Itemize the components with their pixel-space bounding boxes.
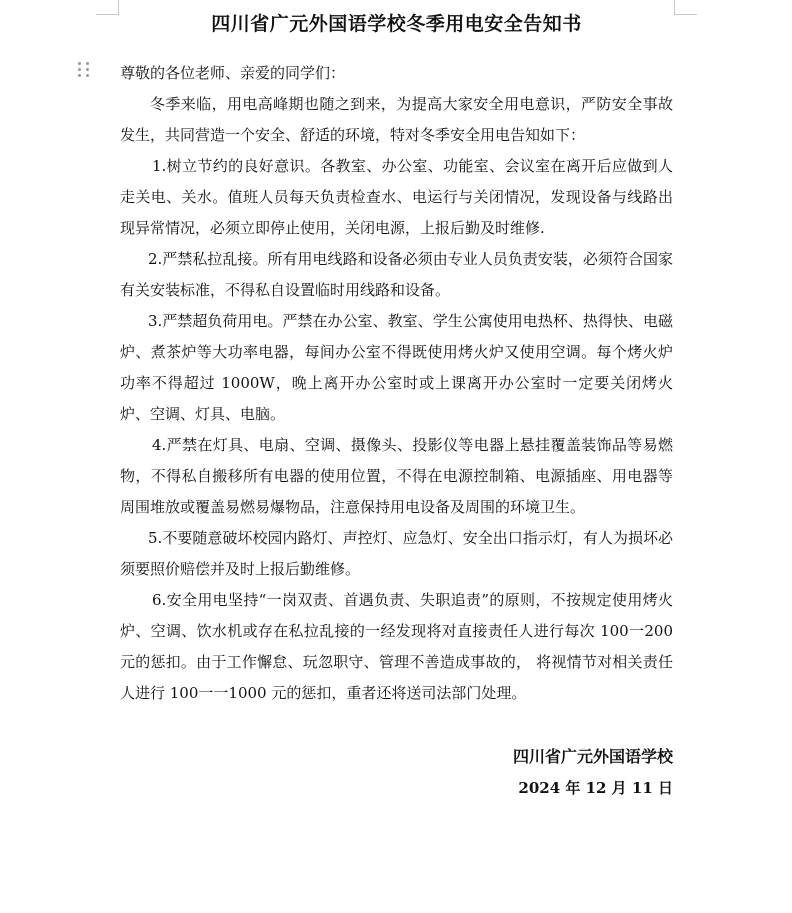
list-item: 1.树立节约的良好意识。各教室、办公室、功能室、会议室在离开后应做到人走关电、关水。值班人员每天负责检查水、电运行与关闭情况，发现设备与线路出现异常情况，必须立即停止使用，关闭电源，上报后勤及时维修. — [120, 157, 673, 237]
list-item: 4.严禁在灯具、电扇、空调、摄像头、投影仪等电器上悬挂覆盖装饰品等易燃物，不得私自搬移所有电器的使用位置，不得在电源控制箱、电源插座、用电器等周围堆放或覆盖易燃易爆物品，注意保持用电设备及周围的环境卫生。 — [120, 436, 673, 516]
crop-mark-left — [96, 0, 119, 15]
document-body — [120, 58, 673, 709]
list-item: 2.严禁私拉乱接。所有用电线路和设备必须由专业人员负责安装，必须符合国家有关安装标准，不得私自设置临时用线路和设备。 — [120, 250, 673, 299]
list-item: 5.不要随意破坏校园内路灯、声控灯、应急灯、安全出口指示灯，有人为损坏必须要照价赔偿并及时上报后勤维修。 — [120, 529, 673, 578]
intro-paragraph: 冬季来临，用电高峰期也随之到来，为提高大家安全用电意识，严防安全事故发生，共同营造一个安全、舒适的环境，特对冬季安全用电告知如下： — [120, 95, 673, 144]
signature-organization: 四川省广元外国语学校 — [512, 747, 673, 766]
crop-mark-right — [674, 0, 697, 15]
list-item: 6.安全用电坚持“一岗双责、首遇负责、失职追责”的原则，不按规定使用烤火炉、空调、饮水机或存在私拉乱接的一经发现将对直接责任人进行每次 100一200 元的惩扣。由于工作懈怠、玩忽职守、管理不善造成事故的， 将视情节对相关责任人进行 100一一1000 元的惩扣，重者还将送司法部门处理。 — [120, 591, 673, 702]
list-item: 3.严禁超负荷用电。严禁在办公室、教室、学生公寓使用电热杯、热得快、电磁炉、煮茶炉等大功率电器，每间办公室不得既使用烤火炉又使用空调。每个烤火炉功率不得超过 1000W，晚上离开办公室时或上课离开办公室时一定要关闭烤火炉、空调、灯具、电脑。 — [120, 312, 673, 423]
drag-handle-icon[interactable] — [78, 62, 90, 78]
signature-date: 2024 年 12 月 11 日 — [518, 779, 673, 797]
document-title: 四川省广元外国语学校冬季用电安全告知书 — [211, 13, 582, 35]
salutation: 尊敬的各位老师、亲爱的同学们： — [120, 64, 346, 82]
